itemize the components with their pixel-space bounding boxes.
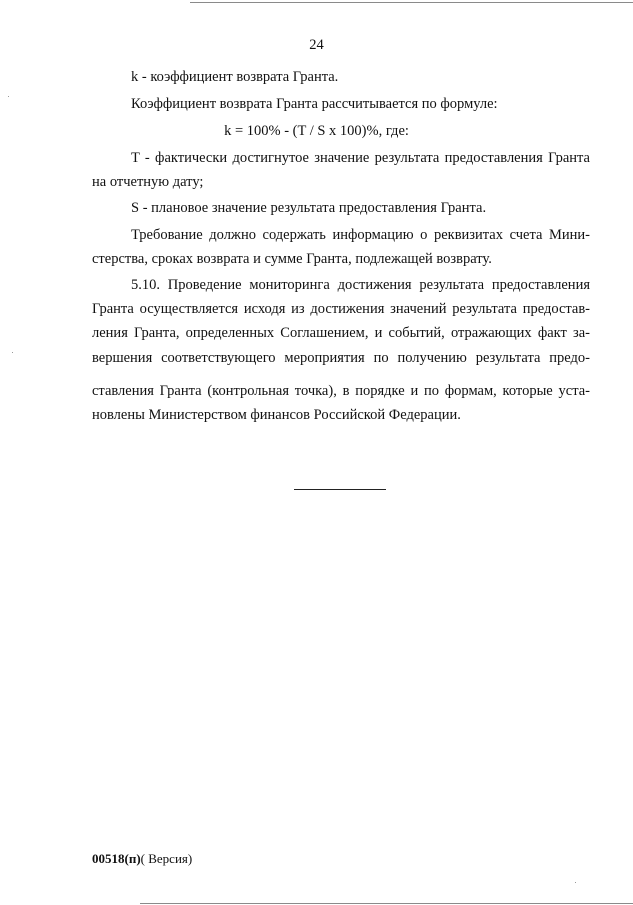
- text-line-section-5-10: 5.10. Проведение мониторинга достижения результата предоставления: [131, 277, 590, 293]
- text-line-section-5-10-cont: ления Гранта, определенных Соглашением, и событий, отражающих факт за-: [92, 325, 590, 341]
- text-line-formula-intro: Коэффициент возврата Гранта рассчитывается по формуле:: [131, 96, 498, 112]
- text-line-t-definition-cont: на отчетную дату;: [92, 174, 204, 190]
- text-line-section-5-10-cont: вершения соответствующего мероприятия по получению результата предо-: [92, 350, 590, 366]
- footer-document-code: [92, 851, 192, 867]
- text-line-section-5-10-cont: ставления Гранта (контрольная точка), в порядке и по формам, которые уста-: [92, 383, 590, 399]
- page-number: 24: [309, 37, 324, 53]
- text-line-s-definition: S - плановое значение результата предоставления Гранта.: [131, 200, 487, 216]
- text-line-requirement: Требование должно содержать информацию о реквизитах счета Мини-: [131, 227, 590, 243]
- footer-code: 00518(п): [92, 851, 141, 866]
- formula-line: k = 100% - (T / S x 100)%, где:: [224, 123, 409, 139]
- text-line-k-definition: k - коэффициент возврата Гранта.: [131, 69, 339, 85]
- footer-version: ( Версия): [140, 851, 193, 866]
- scan-edge-top: [190, 2, 633, 3]
- text-line-section-5-10-end: новлены Министерством финансов Российской Федерации.: [92, 407, 461, 423]
- scan-edge-bottom: [140, 903, 633, 904]
- scan-speck: [12, 352, 13, 353]
- end-separator-line: [294, 489, 386, 490]
- scan-speck: [8, 96, 9, 97]
- text-line-requirement-cont: стерства, сроках возврата и сумме Гранта, подлежащей возврату.: [92, 251, 492, 267]
- scan-speck: [575, 882, 576, 883]
- text-line-t-definition: T - фактически достигнутое значение результата предоставления Гранта: [131, 150, 590, 166]
- text-line-section-5-10-cont: Гранта осуществляется исходя из достижения значений результата предостав-: [92, 301, 590, 317]
